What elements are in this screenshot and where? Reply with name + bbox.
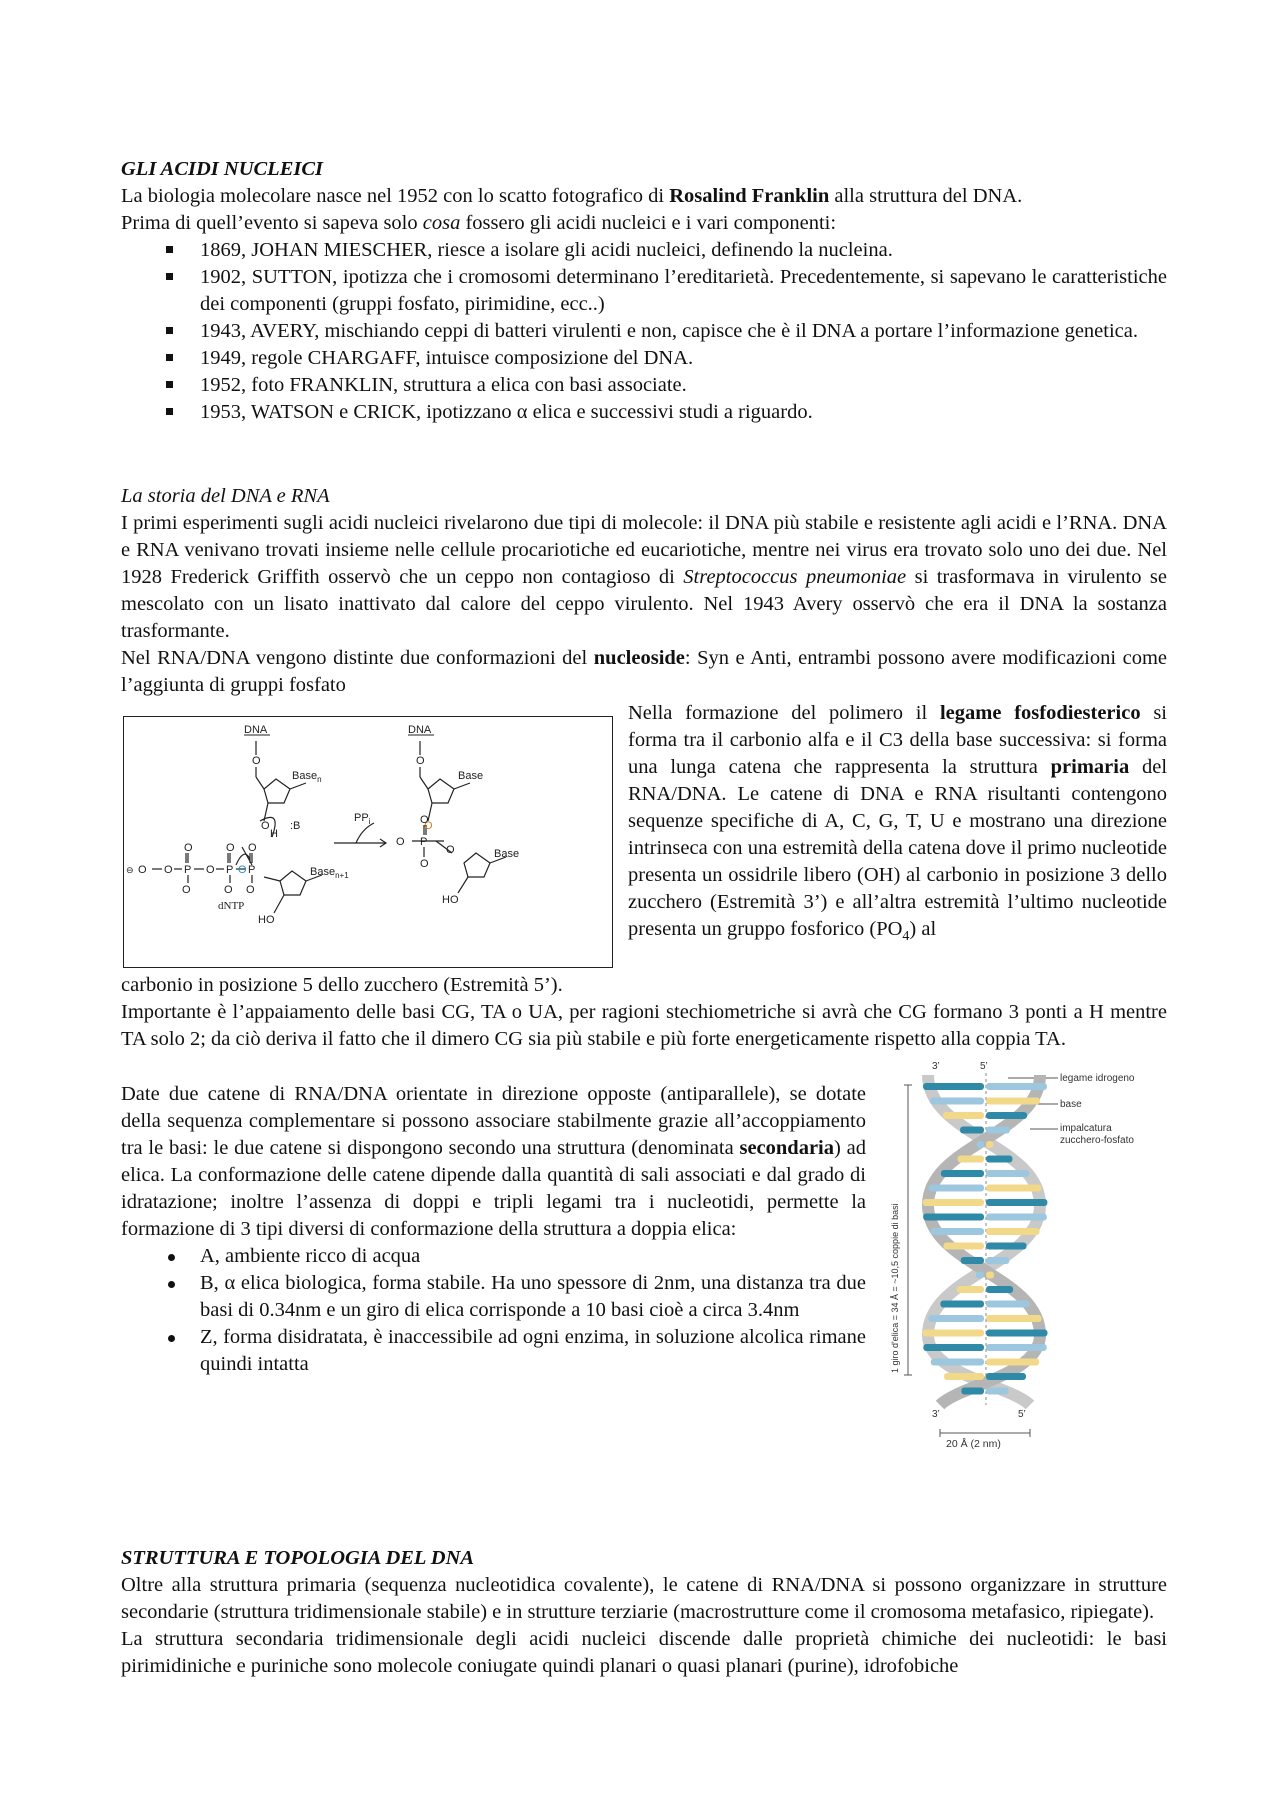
base-pair-right xyxy=(986,1112,1027,1119)
base-pair-right xyxy=(986,1228,1040,1235)
list-item-text: B, α elica biologica, forma stabile. Ha uno spessore di 2nm, una distanza tra due basi di 0.34nm e un giro di elica corrisponde a 10 basi cioè a circa 3.4nm xyxy=(200,1272,866,1321)
list-item xyxy=(121,1243,866,1270)
dntp-label: dNTP xyxy=(218,900,245,912)
bullet-dot-icon xyxy=(168,1254,175,1261)
ho-label-right: HO xyxy=(442,894,459,906)
base-pair-right xyxy=(986,1388,1009,1395)
topology-paragraph-2: La struttura secondaria tridimensionale degli acidi nucleici discende dalle proprietà chimiche dei nucleotidi: le basi pirimidiniche e puriniche sono molecole coniugate quindi planari o quasi planari (purine), idrofobiche xyxy=(121,1628,1167,1677)
base-pair-left xyxy=(944,1373,984,1380)
base-pair-left xyxy=(940,1301,984,1308)
base-label-right: Base xyxy=(494,848,520,860)
base-pair-left xyxy=(960,1127,984,1134)
bullet-square-icon xyxy=(166,354,173,361)
bullet-square-icon xyxy=(166,381,173,388)
topology-paragraph: Oltre alla struttura primaria (sequenza nucleotidica covalente), le catene di RNA/DNA si possono organizzare in strutture secondarie (struttura tridimensionale stabile) e in strutture terziarie (macrostrutture come il cromosoma metafasico, ripiegate). xyxy=(121,1574,1167,1623)
pairing-first-line xyxy=(121,999,1167,1053)
section-history xyxy=(121,483,1167,699)
base-pair-right xyxy=(986,1359,1039,1366)
h-label: H xyxy=(270,828,278,840)
svg-text:O: O xyxy=(184,842,193,854)
intro-paragraph xyxy=(121,183,1167,210)
base-pair-left xyxy=(961,1388,984,1395)
list-item xyxy=(121,264,1167,318)
svg-text:P: P xyxy=(226,864,234,876)
list-item-text: 1902, SUTTON, ipotizza che i cromosomi determinano l’ereditarietà. Precedentemente, si sapevano le caratteristiche dei componenti (gruppi fosfato, pirimidine, ecc..) xyxy=(200,266,1167,315)
base-pair-right xyxy=(986,1286,1013,1293)
base-n-label: Base$_n$ xyxy=(292,770,322,784)
base-pair-left xyxy=(976,1272,984,1279)
base-pair-right xyxy=(986,1185,1041,1192)
base-pair-left xyxy=(943,1112,984,1119)
base-pair-right xyxy=(986,1170,1029,1177)
history-text-end: si trasformava in virulento se mescolato con un lisato inattivato dal calore del ceppo virulento. Nel 1943 Avery osservò che era il DNA la sostanza trasformante. xyxy=(121,566,1167,642)
base-pair-left xyxy=(931,1359,984,1366)
base-pair-left xyxy=(928,1315,984,1322)
phospho-continuation: carbonio in posizione 5 dello zucchero (Estremità 5’). xyxy=(121,974,563,996)
intro2-text-end: fossero gli acidi nucleici e i vari componenti: xyxy=(460,212,837,234)
list-item xyxy=(121,345,1167,372)
base-pair-right xyxy=(986,1257,1009,1264)
secondary-structure-text xyxy=(121,1081,866,1378)
svg-text:O: O xyxy=(246,884,255,896)
svg-text:O: O xyxy=(420,858,429,870)
secondary-text-end: ) ad elica. La conformazione delle catene dipende dalla quantità di sali associati e dal grado di idratazione; inoltre l’assenza di doppi e tripli legami tra i nucleotidi, permette la formazione di 3 tipi diversi di conformazione della struttura a doppia elica: xyxy=(121,1137,867,1240)
svg-text:O: O xyxy=(396,836,405,848)
helix-bottom-right-label: 5’ xyxy=(1018,1409,1026,1420)
svg-text:O: O xyxy=(446,844,455,856)
conformation-list xyxy=(121,1243,866,1378)
base-pair-left xyxy=(930,1228,984,1235)
nucleoside-text: Nel RNA/DNA vengono distinte due conformazioni del xyxy=(121,647,594,669)
svg-text:O: O xyxy=(182,884,191,896)
helix-diagram xyxy=(880,1055,1180,1460)
base-pair-right xyxy=(986,1373,1026,1380)
base-pair-right xyxy=(986,1127,1010,1134)
dna-helix-figure xyxy=(880,1055,1180,1460)
list-item-text: 1949, regole CHARGAFF, intuisce composizione del DNA. xyxy=(200,347,694,369)
primaria-term: primaria xyxy=(1050,756,1130,778)
base-pair-left xyxy=(923,1083,984,1090)
bullet-dot-icon xyxy=(168,1281,175,1288)
intro2-text: Prima di quell’evento si sapeva solo xyxy=(121,212,423,234)
phosphodiester-reaction-figure xyxy=(123,716,613,968)
svg-text:O: O xyxy=(424,820,433,832)
bullet-square-icon xyxy=(166,246,173,253)
history-paragraph xyxy=(121,510,1167,645)
list-item-text: 1952, foto FRANKLIN, struttura a elica con basi associate. xyxy=(200,374,687,396)
base-pair-right xyxy=(986,1301,1030,1308)
po4-subscript: 4 xyxy=(902,929,910,945)
franklin-name: Rosalind Franklin xyxy=(669,185,830,207)
ho-label-left: HO xyxy=(258,914,275,926)
list-item-text: 1953, WATSON e CRICK, ipotizzano α elica e successivi studi a riguardo. xyxy=(200,401,813,423)
svg-text:O: O xyxy=(248,842,257,854)
base-pair-left xyxy=(922,1330,984,1337)
base-pair-right xyxy=(986,1315,1042,1322)
list-item xyxy=(121,372,1167,399)
list-item-text: 1869, JOHAN MIESCHER, riesce a isolare gli acidi nucleici, definendo la nucleina. xyxy=(200,239,893,261)
history-text: I primi esperimenti sugli acidi nucleici rivelarono due tipi di molecole: il DNA più stabile e resistente agli acidi e l’RNA. DNA e RNA venivano trovati insieme nelle cellule procariotiche ed eucariotiche, mentre nei virus era trovato solo uno dei due. Nel 1928 Frederick Griffith osservò che un ceppo non contagioso di xyxy=(121,512,1167,588)
helix-bottom-left-label: 3’ xyxy=(932,1409,940,1420)
base-pair-right xyxy=(986,1141,993,1148)
base-pair-left xyxy=(941,1170,984,1177)
base-legend-label: base xyxy=(1060,1099,1082,1110)
nucleoside-term: nucleoside xyxy=(593,647,685,669)
base-pair-left xyxy=(957,1286,984,1293)
phosphodiester-paragraph xyxy=(628,700,1167,943)
svg-text:O: O xyxy=(252,755,261,767)
base-pair-right xyxy=(986,1214,1047,1221)
bullet-square-icon xyxy=(166,273,173,280)
phospho-text-3: del RNA/DNA. Le catene di DNA e RNA risultanti contengono sequenze specifiche di A, C, G, T, U e mostrano una direzione intrinseca con una estremità della catena dove il primo nucleotide presenta un ossidrile libero (OH) al carbonio in posizione 3 dello zucchero (Estremità 3’) e all’altra estremità l’ultimo nucleotide presenta un gruppo fosforico (PO xyxy=(628,756,1168,940)
base-pair-left xyxy=(930,1098,984,1105)
dna-label-left: DNA xyxy=(244,724,268,736)
base-pair-left xyxy=(929,1185,984,1192)
svg-text:O: O xyxy=(420,814,429,826)
svg-text:⊖: ⊖ xyxy=(126,865,134,875)
base-pair-right xyxy=(986,1330,1048,1337)
svg-text:O: O xyxy=(238,864,247,876)
list-item xyxy=(121,318,1167,345)
bullet-square-icon xyxy=(166,327,173,334)
base-pair-right xyxy=(986,1344,1047,1351)
svg-text:O: O xyxy=(164,864,173,876)
base-pair-left xyxy=(958,1156,984,1163)
secondaria-term: secondaria xyxy=(739,1137,835,1159)
timeline-list xyxy=(121,237,1167,426)
list-item xyxy=(121,237,1167,264)
nucleoside-text-end: : Syn e Anti, entrambi possono avere modificazioni come l’aggiunta di gruppi fosfato xyxy=(121,647,1168,696)
base-pair-right xyxy=(986,1098,1040,1105)
pairing-block xyxy=(121,972,1167,1053)
b-label: :B xyxy=(290,820,301,832)
species-name: Streptococcus pneumoniae xyxy=(683,566,907,588)
helix-width-label: 20 Å (2 nm) xyxy=(946,1438,1001,1450)
list-item-text: A, ambiente ricco di acqua xyxy=(200,1245,421,1267)
list-item xyxy=(121,1270,866,1324)
hbond-label: legame idrogeno xyxy=(1060,1073,1135,1084)
base-pair-left xyxy=(923,1344,984,1351)
history-subheading: La storia del DNA e RNA xyxy=(121,485,330,507)
secondary-text: Date due catene di RNA/DNA orientate in direzione opposte (antiparallele), se dotate della sequenza complementare si possono associare stabilmente grazie all’accoppiamento tra le basi: le due catene si dispongono secondo una struttura (denominata xyxy=(121,1083,866,1159)
ppi-label: $PP_i$ xyxy=(354,812,371,826)
phospho-text-2: si forma tra il carbonio alfa e il C3 della base successiva: si forma una lunga catena che rappresenta la struttura xyxy=(628,702,1168,778)
section-topology xyxy=(121,1545,1167,1680)
reaction-diagram xyxy=(124,717,612,967)
list-item xyxy=(121,1324,866,1378)
list-item-text: 1943, AVERY, mischiando ceppi di batteri virulenti e non, capisce che è il DNA a portare l’informazione genetica. xyxy=(200,320,1138,342)
phospho-text-4: ) al xyxy=(909,918,937,940)
section2-heading: STRUTTURA E TOPOLOGIA DEL DNA xyxy=(121,1547,475,1569)
base-pair-left xyxy=(923,1199,984,1206)
base-pair-right xyxy=(986,1243,1027,1250)
svg-text:O: O xyxy=(206,864,215,876)
svg-text:P: P xyxy=(184,864,192,876)
svg-text:O: O xyxy=(138,864,147,876)
svg-text:O: O xyxy=(261,820,270,832)
base-pair-left xyxy=(943,1243,984,1250)
bullet-dot-icon xyxy=(168,1335,175,1342)
helix-top-right-label: 5’ xyxy=(980,1061,988,1072)
phospho-text: Nella formazione del polimero il xyxy=(628,702,940,724)
section-heading: GLI ACIDI NUCLEICI xyxy=(121,158,324,180)
list-item xyxy=(121,399,1167,426)
svg-text:O: O xyxy=(224,884,233,896)
base-pair-left xyxy=(923,1214,984,1221)
bullet-square-icon xyxy=(166,408,173,415)
base-pair-right xyxy=(986,1083,1047,1090)
intro-text-end: alla struttura del DNA. xyxy=(829,185,1023,207)
base-pair-right xyxy=(986,1272,994,1279)
scaffold-label-2: zucchero-fosfato xyxy=(1060,1135,1134,1146)
intro-text: La biologia molecolare nasce nel 1952 con lo scatto fotografico di xyxy=(121,185,670,207)
svg-text:P: P xyxy=(248,864,256,876)
dna-label-right: DNA xyxy=(408,724,432,736)
nucleoside-paragraph xyxy=(121,645,1167,699)
base-pair-left xyxy=(961,1257,984,1264)
intro-paragraph-2 xyxy=(121,210,1167,237)
svg-text:O: O xyxy=(416,755,425,767)
base-pair-right xyxy=(986,1199,1047,1206)
pairing-text: Importante è l’appaiamento delle basi CG, TA o UA, per ragioni stechiometriche si avrà che CG formano 3 ponti a H mentre TA solo 2; da ciò deriva il fatto che il dimero CG sia più stabile e più forte energeticamente rispetto alla coppia TA. xyxy=(121,1001,1167,1050)
cosa-word: cosa xyxy=(422,212,461,234)
svg-text:P: P xyxy=(420,836,428,848)
list-item-text: Z, forma disidratata, è inaccessibile ad ogni enzima, in soluzione alcolica rimane quindi intatta xyxy=(200,1326,866,1375)
helix-top-left-label: 3’ xyxy=(932,1061,940,1072)
base-pair-left xyxy=(977,1141,984,1148)
base-n1-label: Base$_{n+1}$ xyxy=(310,866,349,880)
svg-text:O: O xyxy=(226,842,235,854)
helix-axis-label: 1 giro d'elica = 34 Å = ~10,5 coppie di basi xyxy=(890,1203,900,1373)
base-label: Base xyxy=(458,770,484,782)
scaffold-label-1: impalcatura xyxy=(1060,1123,1112,1134)
section-nucleic-acids xyxy=(121,156,1167,426)
secondary-paragraph xyxy=(121,1081,866,1243)
phosphodiester-term: legame fosfodiesterico xyxy=(939,702,1141,724)
base-pair-right xyxy=(986,1156,1012,1163)
